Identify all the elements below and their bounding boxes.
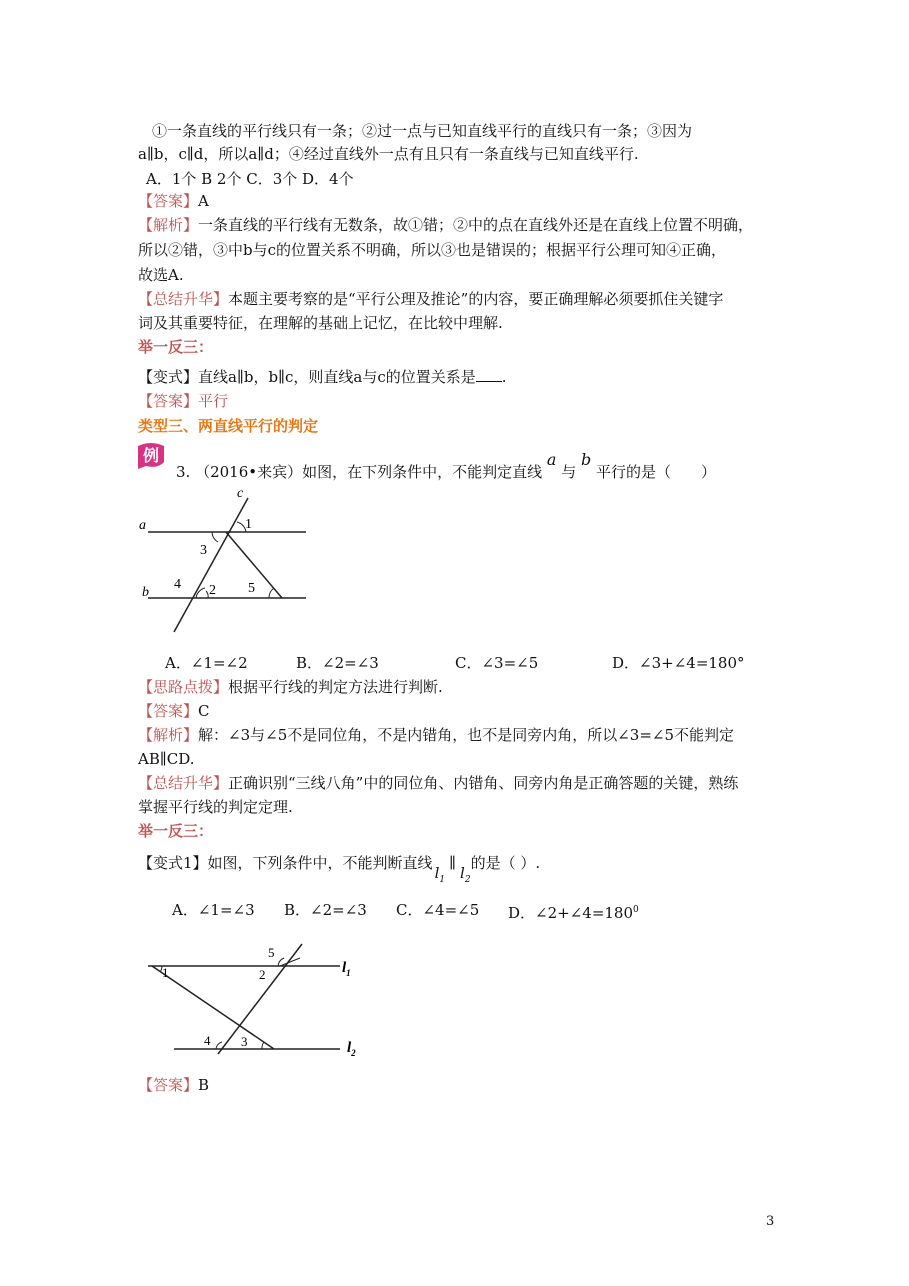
analysis-text: 一条直线的平行线有无数条，故①错；②中的点在直线外还是在直线上位置不明确， — [198, 216, 754, 234]
q3-figure — [136, 484, 316, 636]
q3-analysis-1 — [138, 724, 734, 746]
label-4: 4 — [174, 577, 181, 592]
variant-text: 【变式】直线a∥b，b∥c，则直线a与c的位置关系是 — [138, 368, 476, 386]
q3-stem — [176, 450, 717, 483]
answer-value: B — [198, 1076, 210, 1094]
label-5: 5 — [268, 945, 275, 960]
label-c: c — [237, 486, 244, 501]
label-1: 1 — [245, 517, 252, 532]
practice1-variant — [138, 366, 507, 388]
answer-tag: 【答案】 — [138, 392, 199, 410]
transversal-1 — [152, 966, 274, 1049]
q3-option-d: D．∠3+∠4=180° — [612, 654, 745, 672]
p2-option-c: C．∠4=∠5 — [396, 901, 480, 919]
q3-option-a: A．∠1=∠2 — [165, 654, 248, 672]
q3-option-c: C．∠3=∠5 — [455, 654, 539, 672]
variant-tag: 【变式1】 — [138, 854, 208, 872]
practice2-variant — [138, 852, 541, 885]
p2-answer — [138, 1074, 209, 1096]
practice-heading-1: 举一反三： — [138, 338, 214, 356]
section-title: 类型三、两直线平行的判定 — [138, 417, 319, 435]
q3-option-b: B．∠2=∠3 — [296, 654, 379, 672]
label-4: 4 — [204, 1033, 211, 1048]
label-a: a — [139, 518, 146, 533]
p2-figure — [140, 942, 370, 1062]
answer-tag: 【答案】 — [138, 1076, 199, 1094]
q-prev-summary-1 — [138, 288, 723, 310]
q3-hint — [138, 676, 443, 698]
summary-tag: 【总结升华】 — [138, 290, 229, 308]
q3-stem-b: 与 — [561, 463, 577, 481]
answer-value: 平行 — [198, 392, 229, 410]
q3-stem-c: 平行的是（ ） — [596, 463, 717, 481]
label-l1: $l_1$ — [342, 960, 351, 978]
practice1-answer — [138, 390, 228, 412]
label-2: 2 — [209, 583, 216, 598]
q3-summary-1 — [138, 772, 738, 794]
variant-end: 的是（ ）. — [470, 854, 541, 872]
label-3: 3 — [200, 543, 207, 558]
p2-option-d: D．$\angle 2+\angle 4=180^0$ — [508, 904, 639, 922]
q-prev-summary-2: 词及其重要特征，在理解的基础上记忆，在比较中理解. — [138, 314, 503, 332]
example-badge-icon — [134, 442, 168, 470]
transversal-2 — [218, 944, 302, 1054]
answer-value: A — [198, 192, 209, 210]
var-l1: $l_1$ — [434, 864, 446, 885]
q-prev-options: A．1个 B 2个 C．3个 D．4个 — [146, 170, 354, 188]
parallel-symbol: ∥ — [449, 854, 457, 872]
label-l2: $l_2$ — [347, 1040, 356, 1058]
analysis-tag: 【解析】 — [138, 216, 199, 234]
q-prev-answer — [138, 190, 209, 212]
practice-heading-2: 举一反三： — [138, 822, 214, 840]
analysis-tag: 【解析】 — [138, 726, 199, 744]
variant-text: 如图，下列条件中，不能判断直线 — [207, 854, 433, 872]
hint-text: 根据平行线的判定方法进行判断. — [228, 678, 443, 696]
p2-option-a: A．∠1=∠3 — [172, 901, 255, 919]
analysis-text: 解：∠3与∠5不是同位角，不是内错角，也不是同旁内角，所以∠3=∠5不能判定 — [198, 726, 735, 744]
q-prev-analysis-3: 故选A. — [138, 266, 184, 284]
q3-summary-2: 掌握平行线的判定定理. — [138, 798, 293, 816]
q-prev-analysis-1 — [138, 214, 753, 236]
var-a: a — [546, 450, 557, 469]
answer-value: C — [198, 702, 210, 720]
answer-tag: 【答案】 — [138, 192, 199, 210]
label-5: 5 — [248, 581, 255, 596]
page-number: 3 — [766, 1214, 775, 1229]
summary-text: 本题主要考察的是“平行公理及推论”的内容，要正确理解必须要抓住关键字 — [228, 290, 724, 308]
var-l2: $l_2$ — [460, 864, 471, 885]
hint-tag: 【思路点拨】 — [138, 678, 229, 696]
q-prev-line2: a∥b，c∥d，所以a∥d；④经过直线外一点有且只有一条直线与已知直线平行. — [138, 145, 639, 163]
var-b: b — [581, 450, 592, 469]
p2-option-b: B．∠2=∠3 — [284, 901, 367, 919]
badge-label: 例 — [142, 446, 160, 465]
label-1: 1 — [162, 965, 169, 980]
q3-answer — [138, 700, 210, 722]
q3-stem-a: 3. （2016•来宾）如图，在下列条件中，不能判定直线 — [176, 463, 543, 481]
answer-blank — [476, 367, 502, 382]
label-2: 2 — [259, 967, 266, 982]
variant-end: . — [501, 368, 507, 386]
summary-tag: 【总结升华】 — [138, 774, 229, 792]
label-b: b — [142, 585, 149, 600]
q-prev-analysis-2: 所以②错，③中b与c的位置关系不明确，所以③也是错误的；根据平行公理可知④正确， — [138, 241, 727, 259]
q-prev-line1: ①一条直线的平行线只有一条；②过一点与已知直线平行的直线只有一条；③因为 — [152, 122, 693, 140]
line-c — [174, 498, 248, 632]
summary-text: 正确识别“三线八角”中的同位角、内错角、同旁内角是正确答题的关键，熟练 — [228, 774, 739, 792]
label-3: 3 — [241, 1034, 248, 1049]
q3-analysis-2: AB∥CD. — [138, 750, 195, 768]
answer-tag: 【答案】 — [138, 702, 199, 720]
